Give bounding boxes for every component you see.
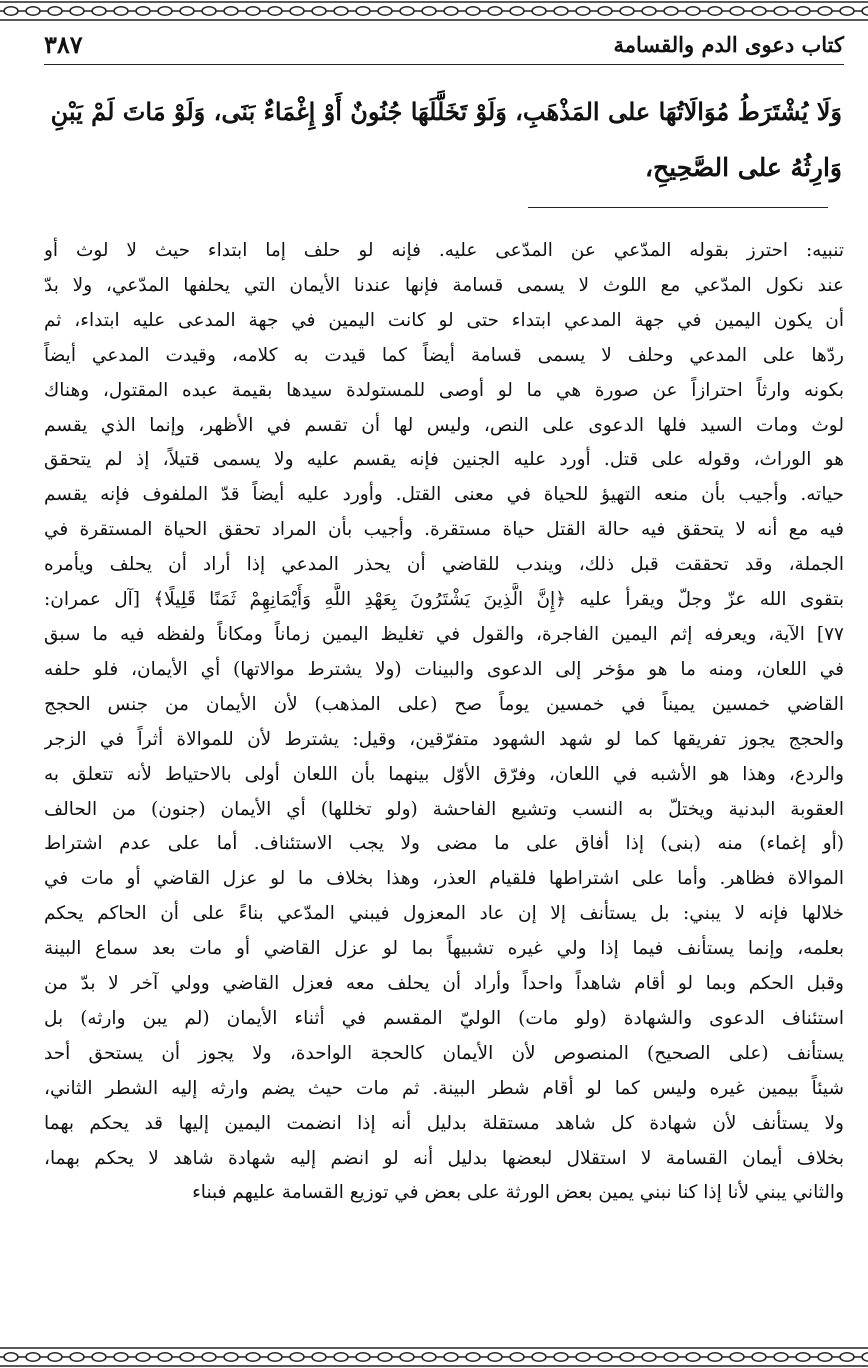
ornament-pattern-top [0, 0, 868, 22]
commentary-line: استئناف الدعوى والشهادة (ولو مات) الوليّ المقسم في أثناء الأيمان (لم يبن وارثه) بل [44, 1007, 844, 1029]
book-title: كتاب دعوى الدم والقسامة [613, 32, 844, 57]
matn-text [46, 84, 842, 196]
commentary-line: ردّها على المدعي وحلف لا يسمى قسامة أيضاً كما قيدت به كلامه، وقيدت المدعي أيضاً [44, 344, 844, 366]
commentary-line: عند نكول المدّعي مع اللوث لا يسمى قسامة فإنها عندنا الأيمان التي يحلفها المدّعي، ولا بدّ [44, 274, 844, 296]
separator-rule [528, 207, 828, 208]
matn-line: وَارِثُهُ على الصَّحِيحِ، [644, 153, 842, 182]
commentary-line: في اللعان، ومنه ما هو مؤخر إلى الدعوى والبينات (ولا يشترط موالاتها) أي الأيمان، فلو حلفه [44, 658, 844, 680]
commentary-line: والثاني يبني لأنا إذا كنا نبني يمين بعض الورثة على بعض في توزيع القسامة عليهم فبناء [192, 1182, 844, 1204]
commentary-line: تنبيه: احترز بقوله المدّعي عن المدّعى عليه. فإنه لو حلف إما ابتداء حيث لا لوث أو [44, 240, 844, 261]
commentary-line: بكونه وارثاً احترازاً عن صورة هي ما لو أوصى للمستولدة سيدها بقيمة عبده المقتول، وهناك [44, 379, 844, 401]
commentary-line: لوث ومات السيد فلها الدعوى على النص، وليس لها أن تقسم في الأظهر، وإنما الذي يقسم [44, 414, 844, 436]
ornament-pattern-bottom [0, 1346, 868, 1368]
commentary-line: يستأنف (على الصحيح) المنصوص لأن الأيمان كالحجة الواحدة، ولا يجوز أن يستحق أحد [44, 1042, 844, 1064]
bottom-ornamental-border [0, 1346, 868, 1368]
matn-line: وَلَا يُشْتَرَطُ مُوَالَاتُهَا على المَذْهَبِ، وَلَوْ تَخَلَّلَهَا جُنُونٌ أَوْ إِغْمَاءٌ بَنَى، وَلَوْ مَاتَ لَمْ يَبْنِ [50, 97, 842, 126]
commentary-line: خلالها فإنه لا يبني: بل يستأنف إلا إن عاد المعزول فيبني المدّعي بناءً على أن الحاكم يحكم [44, 903, 844, 925]
commentary-line: الموالاة فظاهر. وأما على اشتراطها فلقيام العذر، وهذا بخلاف ما لو عزل القاضي أو مات في [44, 868, 844, 890]
commentary-line: بعلمه، وإنما يستأنف فيما إذا ولي غيره تشبيهاً بما لو عزل القاضي أو مات بعد سماع البينة [44, 938, 844, 960]
page-header [44, 30, 844, 65]
commentary-line: القاضي خمسين يميناً في خمسين يوماً صح (على المذهب) لأن الأيمان من جنس الحجج [44, 693, 844, 715]
commentary-line: بتقوى الله عزّ وجلّ ويقرأ عليه ﴿إِنَّ الَّذِينَ يَشْتَرُونَ بِعَهْدِ اللَّهِ وَأَيْمَانِهِمْ ثَمَنًا قَلِيلًا﴾ [آل عمران: [44, 589, 844, 611]
commentary-line: ٧٧] الآية، ويعرفه إثم اليمين الفاجرة، والقول في تغليظ اليمين زماناً ومكاناً ولفظه فيه ما سبق [44, 623, 844, 645]
commentary-line: وقبل الحكم وبما لو أقام شاهداً واحداً وأراد أن يحلف معه فعزل القاضي وولي آخر لا بدّ من [44, 973, 844, 995]
commentary-line: والحجج يجوز تفريقها كما لو شهد الشهود متفرّقين، وقيل: يشترط لأن للموالاة أثراً في الزجر [44, 728, 844, 750]
commentary-line: والردع، وهذا هو الأشبه في اللعان، وفرّق الأوّل بينهما بأن اللعان أولى بالاحتياط لأنه تتعلق به [44, 763, 844, 785]
commentary-line: (أو إغماء) منه (بنى) إذا أفاق على ما مضى ولا يجب الاستئناف. أما على عدم اشتراط [44, 833, 844, 855]
top-ornamental-border [0, 0, 868, 22]
commentary-line: العقوبة البدنية ويختلّ به النسب وتشيع الفاحشة (ولو تخللها) أي الأيمان (جنون) من الحالف [44, 798, 844, 820]
commentary-line: ولا يستأنف لأن شهادة كل شاهد مستقلة بدليل أنه إذا انضمت اليمين إليها قد يحكم بهما [44, 1112, 844, 1134]
commentary-line: أن يكون اليمين في جهة المدعي ابتداء حتى لو كانت اليمين في جهة المدعى عليه ابتداء، ثم [44, 309, 844, 331]
commentary-line: الجملة، وقد تحققت قبل ذلك، ويندب للقاضي أن يحذر المدعي إذا أراد أن يحلف ويأمره [44, 554, 844, 576]
commentary-line: بخلاف أيمان القسامة لا استقلال لبعضها بدليل أنه لو انضم إليه شهادة شاهد لا يحكم بهما، [44, 1147, 844, 1169]
commentary-line: فيه مع أنه لا يتحقق فيه حالة القتل حياة مستقرة. وأجيب بأن المراد تحقق الحياة المستقرة في [44, 519, 844, 541]
commentary-text [44, 234, 844, 1211]
commentary-line: حياته. وأجيب بأن منعه التهيؤ للحياة في معنى القتل. وأورد عليه أيضاً قدّ الملفوف فإنه يقسم [44, 484, 844, 506]
commentary-line: شيئاً بيمين غيره وليس كما لو أقام شطر البينة. ثم مات حيث يضم وارثه إليه الشطر الثاني، [44, 1077, 844, 1099]
page-number: ٣٨٧ [44, 30, 83, 59]
commentary-line: هو الوراث، وقوله على قتل. أورد عليه الجنين فإنه يقسم عليه ولا يسمى قتيلاً، إذ لم يتحقق [44, 449, 844, 471]
